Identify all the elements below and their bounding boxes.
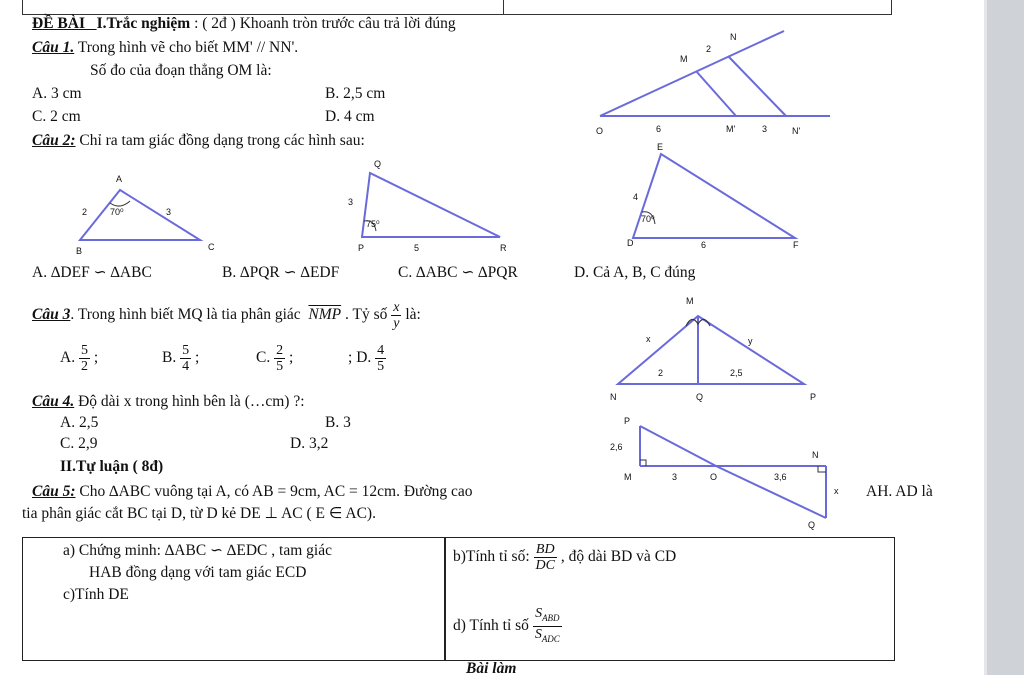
q3-label-n: N [610, 392, 617, 402]
q5-cell-a-line1: a) Chứng minh: ∆ABC ∽ ∆EDC , tam giác [63, 542, 332, 559]
q3-text: . Trong hình biết MQ là tia phân giác [70, 306, 301, 324]
q4-label-m: M [624, 472, 632, 482]
q1-nn-segment [728, 56, 786, 116]
tri-abc-label-c: C [208, 242, 215, 252]
q3-figure [606, 292, 826, 407]
q1-text: Trong hình vẽ cho biết MM' // NN'. [74, 39, 299, 56]
q3-label-y: y [748, 336, 753, 346]
q2-option-a: A. ∆DEF ∽ ∆ABC [32, 264, 152, 281]
q2-label: Câu 2: [32, 132, 76, 149]
q1-label-mp: M' [726, 124, 736, 134]
q4-line [32, 393, 305, 411]
q3-angle: $\overline{NMP}$ [308, 306, 342, 324]
section1-title: I.Trắc nghiệm [96, 15, 191, 32]
q1-label-6: 6 [656, 124, 662, 134]
q3-option-b: B. $\frac{5}{4}$ ; [162, 343, 200, 374]
q1-mm-segment [696, 71, 736, 116]
q1-label-2: 2 [706, 44, 712, 54]
q1-label-np: N' [792, 126, 801, 136]
q5-label: Câu 5: [32, 483, 76, 500]
q3-line [32, 300, 421, 331]
q3-label-x: x [646, 334, 651, 344]
q5-text: Cho ∆ABC vuông tại A, có AB = 9cm, AC = 12cm. Đường cao [75, 483, 473, 500]
q1-line [32, 39, 298, 57]
tri-def-label-f: F [793, 240, 799, 250]
tri-abc-side-1: 2 [82, 207, 88, 217]
q3-label: Câu 3 [32, 306, 71, 324]
q2-triangle-abc [70, 170, 230, 260]
q4-option-b: B. 3 [325, 414, 351, 431]
tri-abc-angle: 70⁰ [110, 207, 124, 217]
q4-label-n: N [812, 450, 819, 460]
header-line [32, 15, 456, 33]
q4-option-c: C. 2,9 [60, 435, 98, 452]
tri-pqr-label-q: Q [374, 159, 382, 169]
tri-pqr-side-1: 3 [348, 197, 354, 207]
q1-option-d: D. 4 cm [325, 108, 375, 125]
footer-bai-lam: Bài làm [466, 660, 517, 677]
q1-label-n: N [730, 32, 737, 42]
q2-triangle-pqr [340, 155, 520, 255]
q1-label-3: 3 [762, 124, 768, 134]
tri-abc-label-a: A [116, 174, 123, 184]
q2-line [32, 132, 365, 150]
q4-label-p: P [624, 416, 631, 426]
right-scroll-gutter[interactable] [984, 0, 1024, 675]
q5-cell-c: c)Tính DE [63, 586, 129, 603]
q3-label-p: P [810, 392, 817, 402]
section1-points: : ( 2đ ) Khoanh tròn trước câu trả lời đúng [194, 15, 456, 32]
q4-option-a: A. 2,5 [60, 414, 99, 431]
q2-option-b: B. ∆PQR ∽ ∆EDF [222, 264, 340, 281]
q1-label-m: M [680, 54, 688, 64]
q3-label-25: 2,5 [730, 368, 743, 378]
q4-label: Câu 4. [32, 393, 75, 410]
q3-option-c: C. $\frac{2}{5}$ ; [256, 343, 294, 374]
q3-ratio-text: . Tỷ số [345, 306, 388, 324]
tri-def-label-d: D [627, 238, 634, 248]
tri-def-label-e: E [657, 142, 664, 152]
page-title: ĐỀ BÀI [32, 15, 85, 32]
q2-triangle-def [615, 140, 815, 255]
tri-abc-side-2: 3 [166, 207, 172, 217]
q1-option-a: A. 3 cm [32, 85, 82, 102]
q5-line2: tia phân giác cắt BC tại D, từ D kẻ DE ⊥ AC ( E ∈ AC). [22, 505, 376, 522]
q5-text-right: AH. AD là [866, 483, 933, 500]
q2-text: Chỉ ra tam giác đồng dạng trong các hình sau: [75, 132, 365, 149]
q4-figure [606, 414, 861, 532]
top-table-frame [22, 0, 892, 15]
q5-line [32, 483, 473, 501]
q1-text2: Số đo của đoạn thẳng OM là: [90, 62, 272, 79]
q1-label-o: O [596, 126, 604, 136]
tri-def-angle: 70⁰ [641, 214, 655, 224]
tri-pqr-side-2: 5 [414, 243, 420, 253]
q4-option-d: D. 3,2 [290, 435, 329, 452]
section2-title: II.Tự luận ( 8đ) [60, 458, 164, 475]
q4-label-x: x [834, 486, 839, 496]
q1-figure [588, 24, 838, 144]
q2-option-d: D. Cả A, B, C đúng [574, 264, 696, 281]
tri-pqr-label-p: P [358, 243, 365, 253]
q4-label-o: O [710, 472, 718, 482]
tri-pqr-angle: 75⁰ [366, 219, 380, 229]
q2-option-c: C. ∆ABC ∽ ∆PQR [398, 264, 518, 281]
tri-def-side-2: 6 [701, 240, 707, 250]
q3-label-2: 2 [658, 368, 664, 378]
q1-ray-line [600, 31, 784, 116]
q4-text: Độ dài x trong hình bên là (…cm) ?: [74, 393, 305, 410]
q5-cell-b: b)Tính tỉ số: $\frac{BD}{DC}$ , độ dài BD và CD [453, 542, 677, 573]
q3-option-a: A. $\frac{5}{2}$ ; [60, 343, 99, 374]
q4-label-q: Q [808, 520, 816, 530]
tri-abc-label-b: B [76, 246, 83, 256]
q1-option-b: B. 2,5 cm [325, 85, 386, 102]
q3-label-q: Q [696, 392, 704, 402]
q3-label-m: M [686, 296, 694, 306]
q4-label-26: 2,6 [610, 442, 623, 452]
q4-label-3: 3 [672, 472, 678, 482]
q3-option-d: ; D. $\frac{4}{5}$ [348, 343, 385, 374]
tri-def-side-1: 4 [633, 192, 639, 202]
q5-cell-a-line2: HAB đồng dạng với tam giác ECD [89, 564, 307, 581]
q5-cell-d: d) Tính tỉ số $\frac{S_{ABD}}{S_{ADC}}$ [453, 606, 560, 644]
q4-label-36: 3,6 [774, 472, 787, 482]
q1-label: Câu 1. [32, 39, 75, 56]
q3-ratio: $\frac{x}{y}$ [393, 300, 400, 331]
q3-tail: là: [405, 306, 421, 324]
tri-pqr-label-r: R [500, 243, 507, 253]
q1-option-c: C. 2 cm [32, 108, 81, 125]
q5-task-table [22, 537, 895, 661]
